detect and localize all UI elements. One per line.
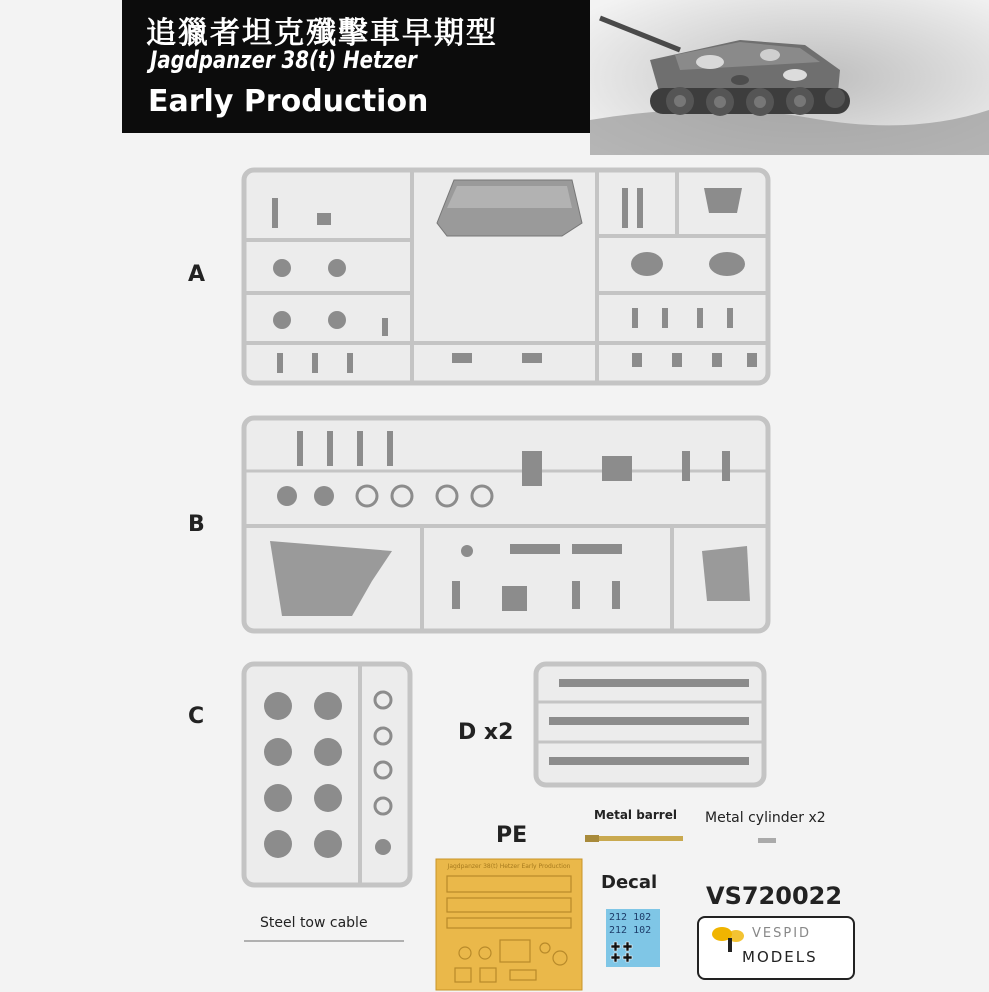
metal-cylinder bbox=[758, 836, 778, 844]
decal-row-2: 212 102 bbox=[609, 925, 652, 936]
sprue-b-label: B bbox=[188, 512, 205, 537]
tank-photo bbox=[590, 0, 989, 155]
metal-barrel bbox=[585, 834, 685, 844]
sprue-d-label: D x2 bbox=[458, 720, 514, 745]
sprue-a-label: A bbox=[188, 262, 206, 287]
metal-barrel-label: Metal barrel bbox=[594, 808, 677, 822]
sprue-c-label: C bbox=[188, 704, 205, 729]
sprue-a bbox=[242, 168, 770, 385]
metal-cylinder-label: Metal cylinder x2 bbox=[705, 810, 826, 826]
steel-tow-cable bbox=[242, 938, 407, 944]
brand-name-line1: VESPID bbox=[752, 926, 812, 941]
sprue-d bbox=[534, 662, 766, 787]
title-chinese: 追獵者坦克殲擊車早期型 bbox=[146, 16, 498, 51]
sprue-c bbox=[242, 662, 412, 887]
title-english: Jagdpanzer 38(t) Hetzer bbox=[150, 46, 417, 74]
decal-label: Decal bbox=[601, 872, 658, 893]
pe-inscription: Jagdpanzer 38(t) Hetzer Early Production bbox=[447, 863, 571, 870]
steel-tow-cable-label: Steel tow cable bbox=[260, 915, 368, 931]
brand-name-line2: MODELS bbox=[742, 948, 818, 966]
pe-sheet bbox=[435, 858, 583, 991]
product-code: VS720022 bbox=[706, 882, 843, 910]
decal-row-1: 212 102 bbox=[609, 912, 652, 923]
balkenkreuz-decals bbox=[610, 940, 658, 964]
sprue-b bbox=[242, 416, 770, 633]
pe-label: PE bbox=[496, 823, 528, 848]
subtitle: Early Production bbox=[148, 84, 429, 119]
